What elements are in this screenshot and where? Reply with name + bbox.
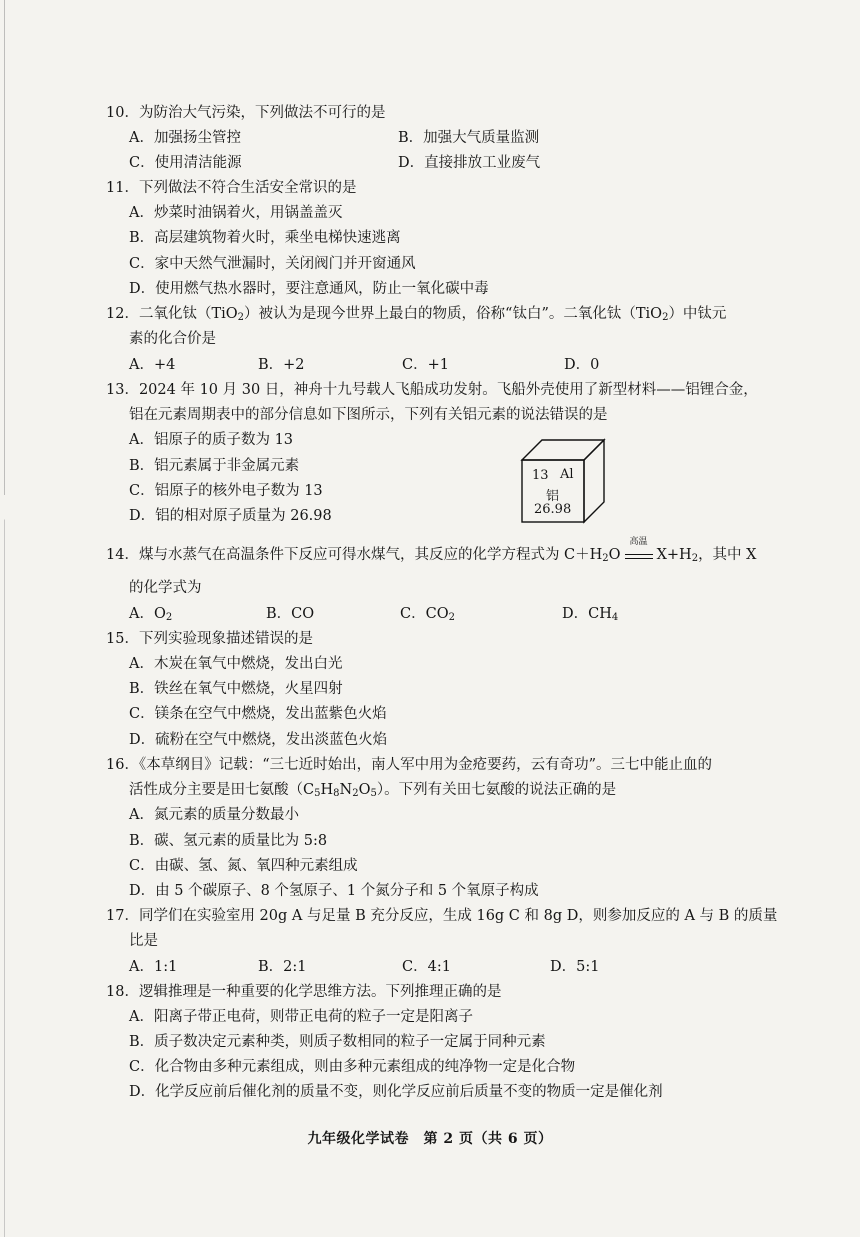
atomic-mass: 26.98 <box>534 502 572 517</box>
q11-option-c: C．家中天然气泄漏时，关闭阀门并开窗通风 <box>129 256 416 272</box>
q10-option-d: D．直接排放工业废气 <box>398 155 541 171</box>
question-12-stem-line1: 12．二氧化钛（TiO$_2$）被认为是现今世界上最白的物质，俗称“钛白”。二氧化钛（TiO$_2$）中钛元 <box>106 306 727 323</box>
q17-option-d: D．5:1 <box>550 959 600 975</box>
q18-option-a: A．阳离子带正电荷，则带正电荷的粒子一定是阳离子 <box>129 1009 473 1025</box>
element-name: 铝 <box>546 489 560 504</box>
scan-edge <box>4 0 5 1237</box>
q10-option-c: C．使用清洁能源 <box>129 155 242 171</box>
q16-option-b: B．碳、氢元素的质量比为 5:8 <box>129 833 328 849</box>
q12-option-a: A．+4 <box>129 357 176 373</box>
q16-option-a: A．氮元素的质量分数最小 <box>129 807 299 823</box>
question-13-stem-line2: 铝在元素周期表中的部分信息如下图所示，下列有关铝元素的说法错误的是 <box>129 407 608 423</box>
q14-option-c: C．$CO_2$ <box>400 606 455 623</box>
question-15-stem: 15．下列实验现象描述错误的是 <box>106 631 313 647</box>
q16-option-c: C．由碳、氢、氮、氧四种元素组成 <box>129 858 358 874</box>
q13-option-b: B．铝元素属于非金属元素 <box>129 458 300 474</box>
q18-option-b: B．质子数决定元素种类，则质子数相同的粒子一定属于同种元素 <box>129 1034 546 1050</box>
q17-option-c: C．4:1 <box>402 959 451 975</box>
q18-option-c: C．化合物由多种元素组成，则由多种元素组成的纯净物一定是化合物 <box>129 1059 576 1075</box>
question-13-stem-line1: 13．2024 年 10 月 30 日，神舟十九号载人飞船成功发射。飞船外壳使用了新型材料——铝锂合金， <box>106 382 758 398</box>
aluminum-element-card <box>520 436 606 524</box>
atomic-number: 13 <box>532 468 549 483</box>
q12-option-c: C．+1 <box>402 357 449 373</box>
q14-option-a: A．$O_2$ <box>129 606 173 623</box>
question-16-stem-line1: 16．《本草纲目》记载：“三七近时始出，南人军中用为金疮要药，云有奇功”。三七中能止血的 <box>106 757 713 773</box>
q10-option-a: A．加强扬尘管控 <box>129 130 241 146</box>
reaction-condition: 高温 <box>623 545 655 565</box>
question-11-stem: 11．下列做法不符合生活安全常识的是 <box>106 180 357 196</box>
q11-option-d: D．使用燃气热水器时，要注意通风，防止一氧化碳中毒 <box>129 281 489 297</box>
q13-option-a: A．铝原子的质子数为 13 <box>129 432 294 448</box>
q11-option-a: A．炒菜时油锅着火，用锅盖盖灭 <box>129 205 343 221</box>
q15-option-d: D．硫粉在空气中燃烧，发出淡蓝色火焰 <box>129 732 388 748</box>
q13-option-c: C．铝原子的核外电子数为 13 <box>129 483 323 499</box>
q10-option-b: B．加强大气质量监测 <box>398 130 540 146</box>
question-17-stem-line2: 比是 <box>129 933 158 949</box>
q15-option-c: C．镁条在空气中燃烧，发出蓝紫色火焰 <box>129 706 387 722</box>
question-18-stem: 18．逻辑推理是一种重要的化学思维方法。下列推理正确的是 <box>106 984 502 1000</box>
question-14-stem-line1: 14．煤与水蒸气在高温条件下反应可得水煤气，其反应的化学方程式为 $C+H_2O$ 高温 $X+H_2$，其中 X <box>106 537 757 564</box>
q18-option-d: D．化学反应前后催化剂的质量不变，则化学反应前后质量不变的物质一定是催化剂 <box>129 1084 663 1100</box>
q14-option-b: B．CO <box>266 606 315 622</box>
element-symbol: Al <box>560 467 574 482</box>
q12-option-d: D．0 <box>564 357 600 373</box>
q13-option-d: D．铝的相对原子质量为 26.98 <box>129 508 332 524</box>
q15-option-b: B．铁丝在氧气中燃烧，火星四射 <box>129 681 343 697</box>
q15-option-a: A．木炭在氧气中燃烧，发出白光 <box>129 656 343 672</box>
q17-option-b: B．2:1 <box>258 959 307 975</box>
question-16-stem-line2: 活性成分主要是田七氨酸$(C_5H_8N_2O_5)$。下列有关田七氨酸的说法正确的是 <box>129 782 617 799</box>
q16-option-d: D．由 5 个碳原子、8 个氢原子、1 个氮分子和 5 个氧原子构成 <box>129 883 539 899</box>
question-17-stem-line1: 17．同学们在实验室用 20g A 与足量 B 充分反应，生成 16g C 和 8g D，则参加反应的 A 与 B 的质量 <box>106 908 778 924</box>
q17-option-a: A．1:1 <box>129 959 178 975</box>
question-14-stem-line2: 的化学式为 <box>129 580 202 596</box>
q14-option-d: D．$CH_4$ <box>562 606 619 623</box>
page-footer: 九年级化学试卷 第 2 页（共 6 页） <box>307 1131 553 1147</box>
q11-option-b: B．高层建筑物着火时，乘坐电梯快速逃离 <box>129 230 401 246</box>
q12-option-b: B．+2 <box>258 357 305 373</box>
question-10-stem: 10．为防治大气污染，下列做法不可行的是 <box>106 105 386 121</box>
question-12-stem-line2: 素的化合价是 <box>129 331 216 347</box>
